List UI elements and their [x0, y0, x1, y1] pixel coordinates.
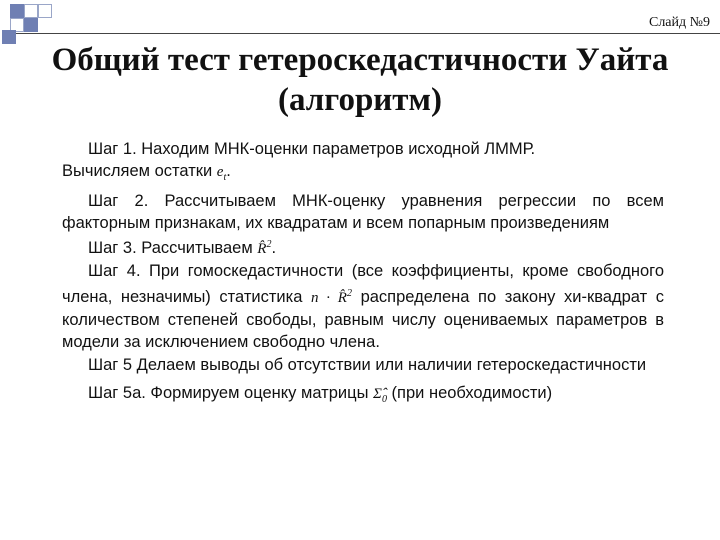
step-3: Шаг 3. Рассчитываем R̂$^2$.	[88, 239, 277, 258]
step-2-text: Шаг 2. Рассчитываем МНК-оценку уравнения регрессии по всем факторным признакам, их квадратам и всем попарным произведениям	[62, 191, 664, 232]
square-icon	[24, 18, 38, 32]
r-squared-formula: R̂$^2$	[257, 239, 272, 258]
step-4-text-2: распределена по закону хи-квадрат с количеством степеней свободы, равным числу оцениваемых параметров в модели за исключением свободно члена.	[62, 287, 664, 352]
slide-title	[10, 40, 710, 120]
slide-body	[62, 138, 664, 411]
step-1-text-2: Вычисляем остатки	[62, 162, 213, 181]
step-5a-text-2: (при необходимости)	[391, 383, 553, 402]
header-rule	[16, 33, 720, 34]
step-5	[62, 354, 664, 376]
title-line-1: Общий тест гетероскедастичности Уайта	[51, 42, 669, 78]
step-4-text: Шаг 4. При гомоскедастичности (все коэффициенты, кроме свободного члена, незначимы) статистика	[62, 262, 664, 306]
step-5-text: Шаг 5 Делаем выводы об отсутствии или наличии гетероскедастичности	[88, 355, 647, 374]
step-5a	[62, 382, 664, 411]
step-2	[62, 190, 664, 235]
slide-number: Слайд №9	[648, 15, 710, 30]
square-icon	[10, 4, 24, 18]
square-icon	[24, 4, 38, 18]
step-3-text: Шаг 3. Рассчитываем	[88, 239, 253, 258]
sigma-matrix-formula: $\Sigmâ_0$	[373, 385, 387, 405]
step-1-text: Шаг 1. Находим МНК-оценки параметров исходной ЛММР.	[88, 140, 536, 158]
residual-formula: $e_t$	[216, 164, 227, 184]
square-icon	[38, 4, 52, 18]
n-r-squared-formula: n · R̂$^2$	[311, 287, 352, 306]
step-5a-text: Шаг 5а. Формируем оценку матрицы	[88, 383, 369, 402]
step-4	[62, 260, 664, 353]
title-line-2: (алгоритм)	[277, 82, 442, 118]
step-1: Шаг 1. Находим МНК-оценки параметров исходной ЛММР. Вычисляем остатки $e_t$.	[62, 140, 536, 184]
